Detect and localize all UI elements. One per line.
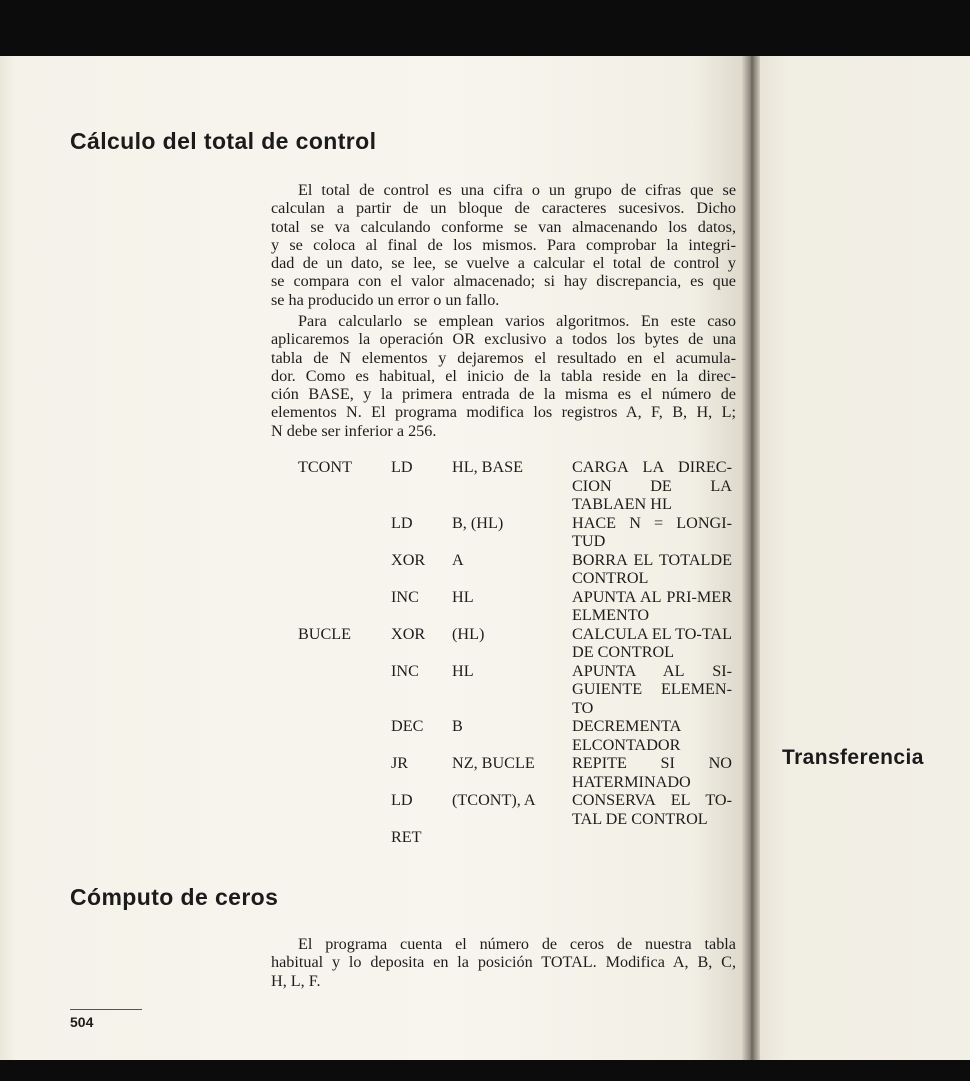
comment-line: DE CONTROL	[572, 550, 732, 587]
code-opcode: RET	[391, 828, 422, 846]
code-comment	[572, 791, 732, 828]
text-line: calculan a partir de un bloque de caracteres sucesivos. Dicho	[271, 199, 736, 218]
comment-line: APUNTA AL SI-	[572, 661, 732, 680]
text-line: dad de un dato, se lee, se vuelve a calcular el total de control y	[271, 254, 736, 273]
text-line: total se va calculando conforme se van almacenando los datos,	[271, 217, 736, 236]
comment-line: CION DE LA TABLA	[572, 476, 732, 513]
text-line: El programa cuenta el número de ceros de nuestra tabla	[298, 935, 736, 953]
text-line: ción BASE, y la primera entrada de la misma es el número de	[271, 385, 736, 404]
code-opcode: LD	[391, 513, 413, 532]
code-comment	[572, 458, 732, 514]
text-line: aplicaremos la operación OR exclusivo a todos los bytes de una	[271, 330, 736, 349]
text-line: dor. Como es habitual, el inicio de la tabla reside en la direc-	[271, 366, 736, 385]
code-label: BUCLE	[298, 624, 352, 643]
code-operand: HL, BASE	[452, 458, 524, 476]
code-comment	[572, 551, 732, 588]
comment-line: MER ELMENTO	[572, 587, 732, 624]
code-comment	[572, 662, 732, 718]
code-opcode: INC	[391, 587, 419, 606]
comment-line: REPITE SI NO HA	[572, 754, 732, 791]
code-operand: HL	[452, 587, 474, 606]
comment-line: DECREMENTA EL	[572, 717, 682, 754]
text-line: Para calcularlo se emplean varios algoritmos. En este caso	[298, 312, 736, 330]
footer-rule	[70, 1009, 142, 1010]
code-comment	[572, 588, 732, 625]
code-comment	[572, 514, 732, 551]
comment-line: CONTADOR	[591, 735, 681, 754]
text-line: El total de control es una cifra o un grupo de cifras que se	[298, 181, 736, 199]
text-line: H, L, F.	[271, 971, 321, 990]
bottom-dark-band	[0, 1060, 970, 1081]
text-line: se ha producido un error o un fallo.	[271, 290, 500, 309]
text-line: y se coloca al final de los mismos. Para comprobar la integri-	[271, 235, 736, 254]
comment-line: TAL DE CONTROL	[572, 624, 732, 661]
code-comment	[572, 754, 732, 791]
checksum-paragraph-1	[271, 181, 736, 309]
code-opcode: XOR	[391, 550, 426, 569]
code-operand: B, (HL)	[452, 513, 504, 532]
comment-line: TAL DE CONTROL	[572, 809, 708, 828]
comment-line: CARGA LA DIREC-	[572, 458, 732, 476]
section-title-checksum: Cálculo del total de control	[70, 128, 377, 154]
comment-line: TUD	[572, 532, 606, 550]
code-operand: (TCONT), A	[452, 791, 536, 809]
section-title-zero-count: Cómputo de ceros	[70, 884, 279, 910]
code-operand: B	[452, 717, 463, 735]
code-opcode: JR	[391, 754, 409, 772]
comment-line: TO	[572, 698, 594, 717]
code-comment	[572, 625, 732, 662]
code-operand: (HL)	[452, 624, 485, 643]
code-opcode: LD	[391, 458, 413, 476]
text-line: habitual y lo deposita en la posición TOTAL. Modifica A, B, C,	[271, 953, 736, 972]
text-line: N debe ser inferior a 256.	[271, 421, 437, 440]
code-operand: A	[452, 550, 464, 569]
code-operand: NZ, BUCLE	[452, 754, 535, 772]
comment-line: TERMINADO	[593, 772, 691, 791]
text-line: tabla de N elementos y dejaremos el resultado en el acumula-	[271, 348, 736, 367]
comment-line: APUNTA AL PRI-	[572, 587, 697, 606]
comment-line: BORRA EL TOTAL	[572, 550, 711, 569]
top-dark-band	[0, 0, 970, 56]
zero-count-paragraph	[271, 935, 736, 990]
right-page	[758, 56, 970, 1062]
book-gutter	[742, 56, 760, 1062]
code-operand: HL	[452, 661, 474, 680]
comment-line: CONSERVA EL TO-	[572, 791, 732, 809]
checksum-paragraph-2	[271, 312, 736, 440]
code-opcode: INC	[391, 661, 419, 680]
right-page-heading: Transferencia	[782, 746, 924, 769]
text-line: elementos N. El programa modifica los registros A, F, B, H, L;	[271, 403, 736, 422]
comment-line: GUIENTE ELEMEN-	[572, 680, 732, 698]
page-number: 504	[70, 1014, 94, 1030]
code-label: TCONT	[298, 458, 352, 476]
comment-line: CALCULA EL TO-	[572, 624, 702, 643]
code-opcode: XOR	[391, 624, 426, 643]
comment-line: EN HL	[624, 495, 672, 513]
code-opcode: LD	[391, 791, 413, 809]
code-comment	[572, 717, 732, 754]
comment-line: HACE N = LONGI-	[572, 513, 732, 532]
code-opcode: DEC	[391, 717, 424, 735]
text-line: se compara con el valor almacenado; si hay discrepancia, es que	[271, 272, 736, 291]
